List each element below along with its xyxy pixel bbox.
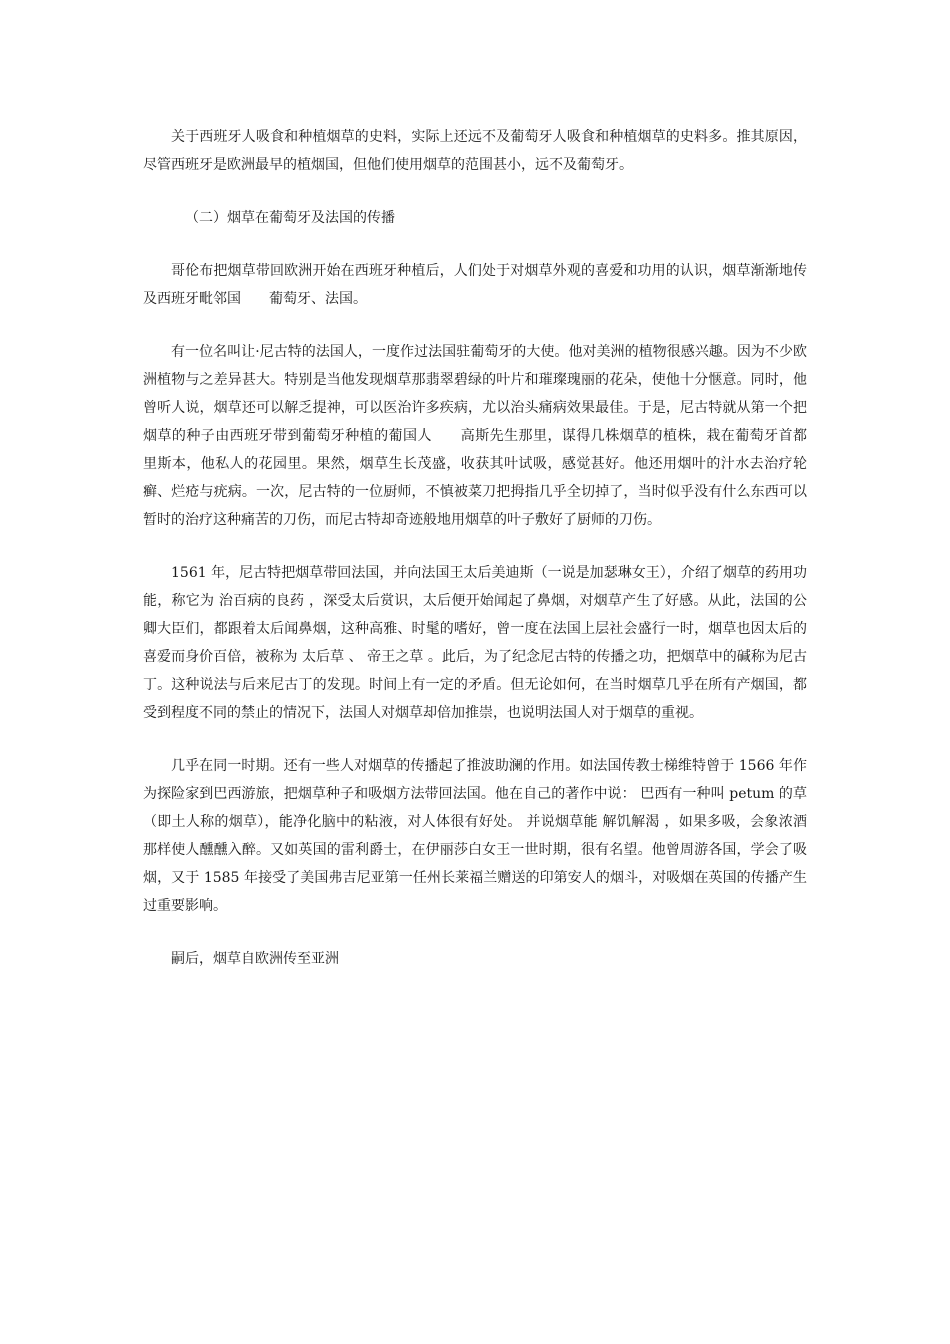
paragraph-same-period: 几乎在同一时期。还有一些人对烟草的传播起了推波助澜的作用。如法国传教士梯维特曾于 1566 年作为探险家到巴西游旅，把烟草种子和吸烟方法带回法国。他在自己的著作中说： 巴西有一种叫 petum 的草（即土人称的烟草），能净化脑中的粘液，对人体很有好处。 并说烟草能 解饥解渴 ，如果多吸，会象浓酒那样使人醺醺入醉。又如英国的雷利爵士，在伊丽莎白女王一世时期，很有名望。他曾周游各国，学会了吸烟，又于 1585 年接受了美国弗吉尼亚第一任州长莱福兰赠送的印第安人的烟斗，对吸烟在英国的传播产生过重要影响。 xyxy=(143,758,807,914)
paragraph-nicot: 有一位名叫让·尼古特的法国人，一度作过法国驻葡萄牙的大使。他对美洲的植物很感兴趣。因为不少欧洲植物与之差异甚大。特别是当他发现烟草那翡翠碧绿的叶片和璀璨瑰丽的花朵，使他十分惬意。同时，他曾听人说，烟草还可以解乏提神，可以医治许多疾病，尤以治头痛病效果最佳。于是，尼古特就从第一个把烟草的种子由西班牙带到葡萄牙种植的葡国人 高斯先生那里，谋得几株烟草的植株，栽在葡萄牙首都 里斯本，他私人的花园里。果然，烟草生长茂盛，收获其叶试吸，感觉甚好。他还用烟叶的汁水去治疗轮癣、烂疮与疣病。一次，尼古特的一位厨师，不慎被菜刀把拇指几乎全切掉了，当时似乎没有什么东西可以暂时的治疗这种痛苦的刀伤，而尼古特却奇迹般地用烟草的叶子敷好了厨师的刀伤。 xyxy=(143,344,835,528)
paragraph-1561: 1561 年，尼古特把烟草带回法国，并向法国王太后美迪斯（一说是加瑟琳女王），介绍了烟草的药用功能，称它为 治百病的良药 ，深受太后赏识，太后便开始闻起了鼻烟，对烟草产生了好感。从此，法国的公卿大臣们，都跟着太后闻鼻烟，这种高雅、时髦的嗜好，曾一度在法国上层社会盛行一时，烟草也因太后的喜爱而身价百倍，被称为 太后草 、 帝王之草 。此后，为了纪念尼古特的传播之功，把烟草中的碱称为尼古丁。这种说法与后来尼古丁的发现。时间上有一定的矛盾。但无论如何，在当时烟草几乎在所有产烟国，都受到程度不同的禁止的情况下，法国人对烟草却倍加推崇，也说明法国人对于烟草的重视。 xyxy=(143,565,807,721)
paragraph-columbus: 哥伦布把烟草带回欧洲开始在西班牙种植后，人们处于对烟草外观的喜爱和功用的认识，烟草渐渐地传及西班牙毗邻国 葡萄牙、法国。 xyxy=(143,263,807,307)
paragraph-asia: 嗣后，烟草自欧洲传至亚洲 xyxy=(171,951,339,967)
paragraph-spain-history: 关于西班牙人吸食和种植烟草的史料，实际上还远不及葡萄牙人吸食和种植烟草的史料多。推其原因，尽管西班牙是欧洲最早的植烟国，但他们使用烟草的范围甚小，远不及葡萄牙。 xyxy=(143,129,807,173)
document-body xyxy=(143,123,835,973)
section-heading: （二）烟草在葡萄牙及法国的传播 xyxy=(185,210,395,226)
